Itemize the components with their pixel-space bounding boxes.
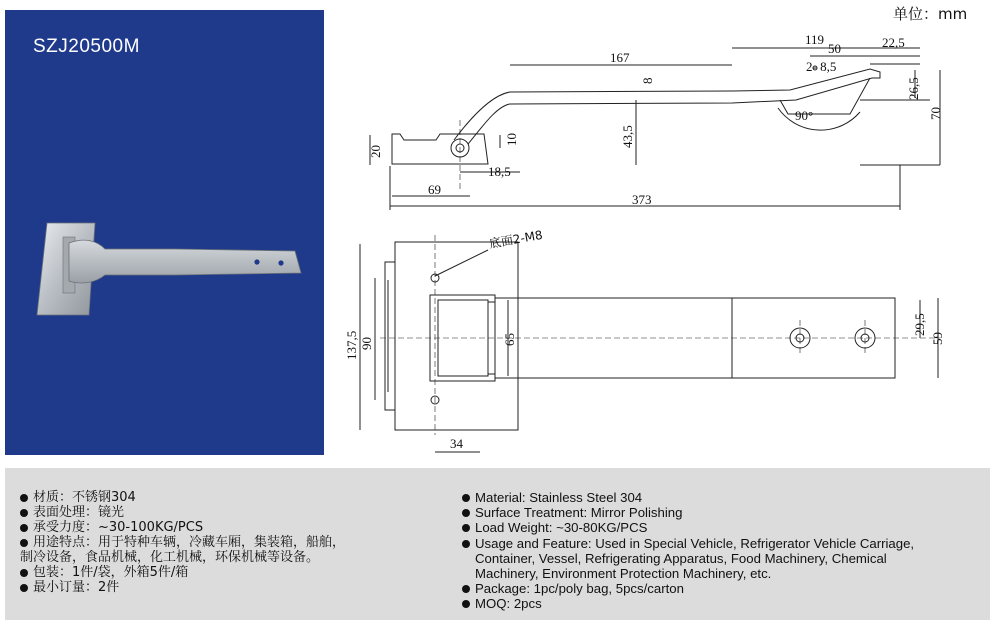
- spec-list-english: [462, 490, 982, 612]
- dim-29-5: 29,5: [912, 313, 927, 336]
- dim-2-8-5: 2- 8,5: [806, 59, 837, 74]
- spec-panel: [5, 468, 990, 620]
- dim-10: 10: [504, 133, 519, 146]
- spec-en-moq: MOQ: 2pcs: [462, 596, 982, 611]
- technical-drawing: [340, 20, 1000, 460]
- dim-137-5: 137,5: [344, 330, 359, 360]
- spec-en-material: Material: Stainless Steel 304: [462, 490, 982, 505]
- spec-en-usage-cont-1: Container, Vessel, Refrigerating Apparatus, Food Machinery, Chemical: [475, 550, 887, 566]
- dim-34: 34: [450, 436, 463, 451]
- spec-cn-usage-cont: 制冷设备，食品机械，化工机械，环保机械等设备。: [20, 550, 320, 565]
- dim-20: 20: [368, 145, 383, 158]
- model-code: SZJ20500M: [33, 36, 140, 57]
- spec-en-usage: Usage and Feature: Used in Special Vehicle, Refrigerator Vehicle Carriage,: [462, 536, 982, 551]
- dim-26-5: 26,5: [906, 77, 921, 100]
- product-photo: [25, 215, 315, 325]
- spec-cn-usage: 用途特点：用于特种车辆，冷藏车厢，集装箱，船舶，: [20, 535, 450, 550]
- dim-119: 119: [805, 32, 825, 47]
- thread-note: 底面2-M8: [488, 227, 544, 251]
- spec-cn-load: 承受力度：~30-100KG/PCS: [20, 520, 450, 535]
- top-view: [360, 242, 938, 452]
- dim-167: 167: [610, 50, 630, 65]
- dim-65: 65: [502, 333, 517, 346]
- spec-list-chinese: [20, 490, 450, 595]
- product-panel: [5, 10, 324, 455]
- dim-18-5: 18,5: [488, 164, 511, 179]
- side-view: [370, 48, 940, 210]
- dim-70: 70: [928, 107, 943, 120]
- dim-22-5: 22,5: [882, 35, 905, 50]
- unit-label: 单位：mm: [893, 5, 968, 23]
- spec-en-package: Package: 1pc/poly bag, 5pcs/carton: [462, 581, 982, 596]
- dim-90: 90: [359, 337, 374, 350]
- spec-en-usage-cont-2: Machinery, Environment Protection Machinery, etc.: [475, 566, 772, 582]
- spec-en-load: Load Weight: ~30-80KG/PCS: [462, 520, 982, 535]
- spec-cn-surface: 表面处理：镜光: [20, 505, 450, 520]
- spec-cn-moq: 最小订量：2件: [20, 580, 450, 595]
- spec-en-surface: Surface Treatment: Mirror Polishing: [462, 505, 982, 520]
- spec-cn-package: 包装：1件/袋，外箱5件/箱: [20, 565, 450, 580]
- spec-cn-material: 材质：不锈钢304: [20, 490, 450, 505]
- dim-50: 50: [828, 41, 841, 56]
- dim-59: 59: [930, 332, 945, 345]
- dim-8: 8: [640, 77, 655, 84]
- dim-43-5: 43,5: [620, 125, 635, 148]
- dim-90-degree: 90°: [795, 108, 814, 123]
- dim-373: 373: [632, 192, 652, 207]
- dim-69: 69: [428, 182, 441, 197]
